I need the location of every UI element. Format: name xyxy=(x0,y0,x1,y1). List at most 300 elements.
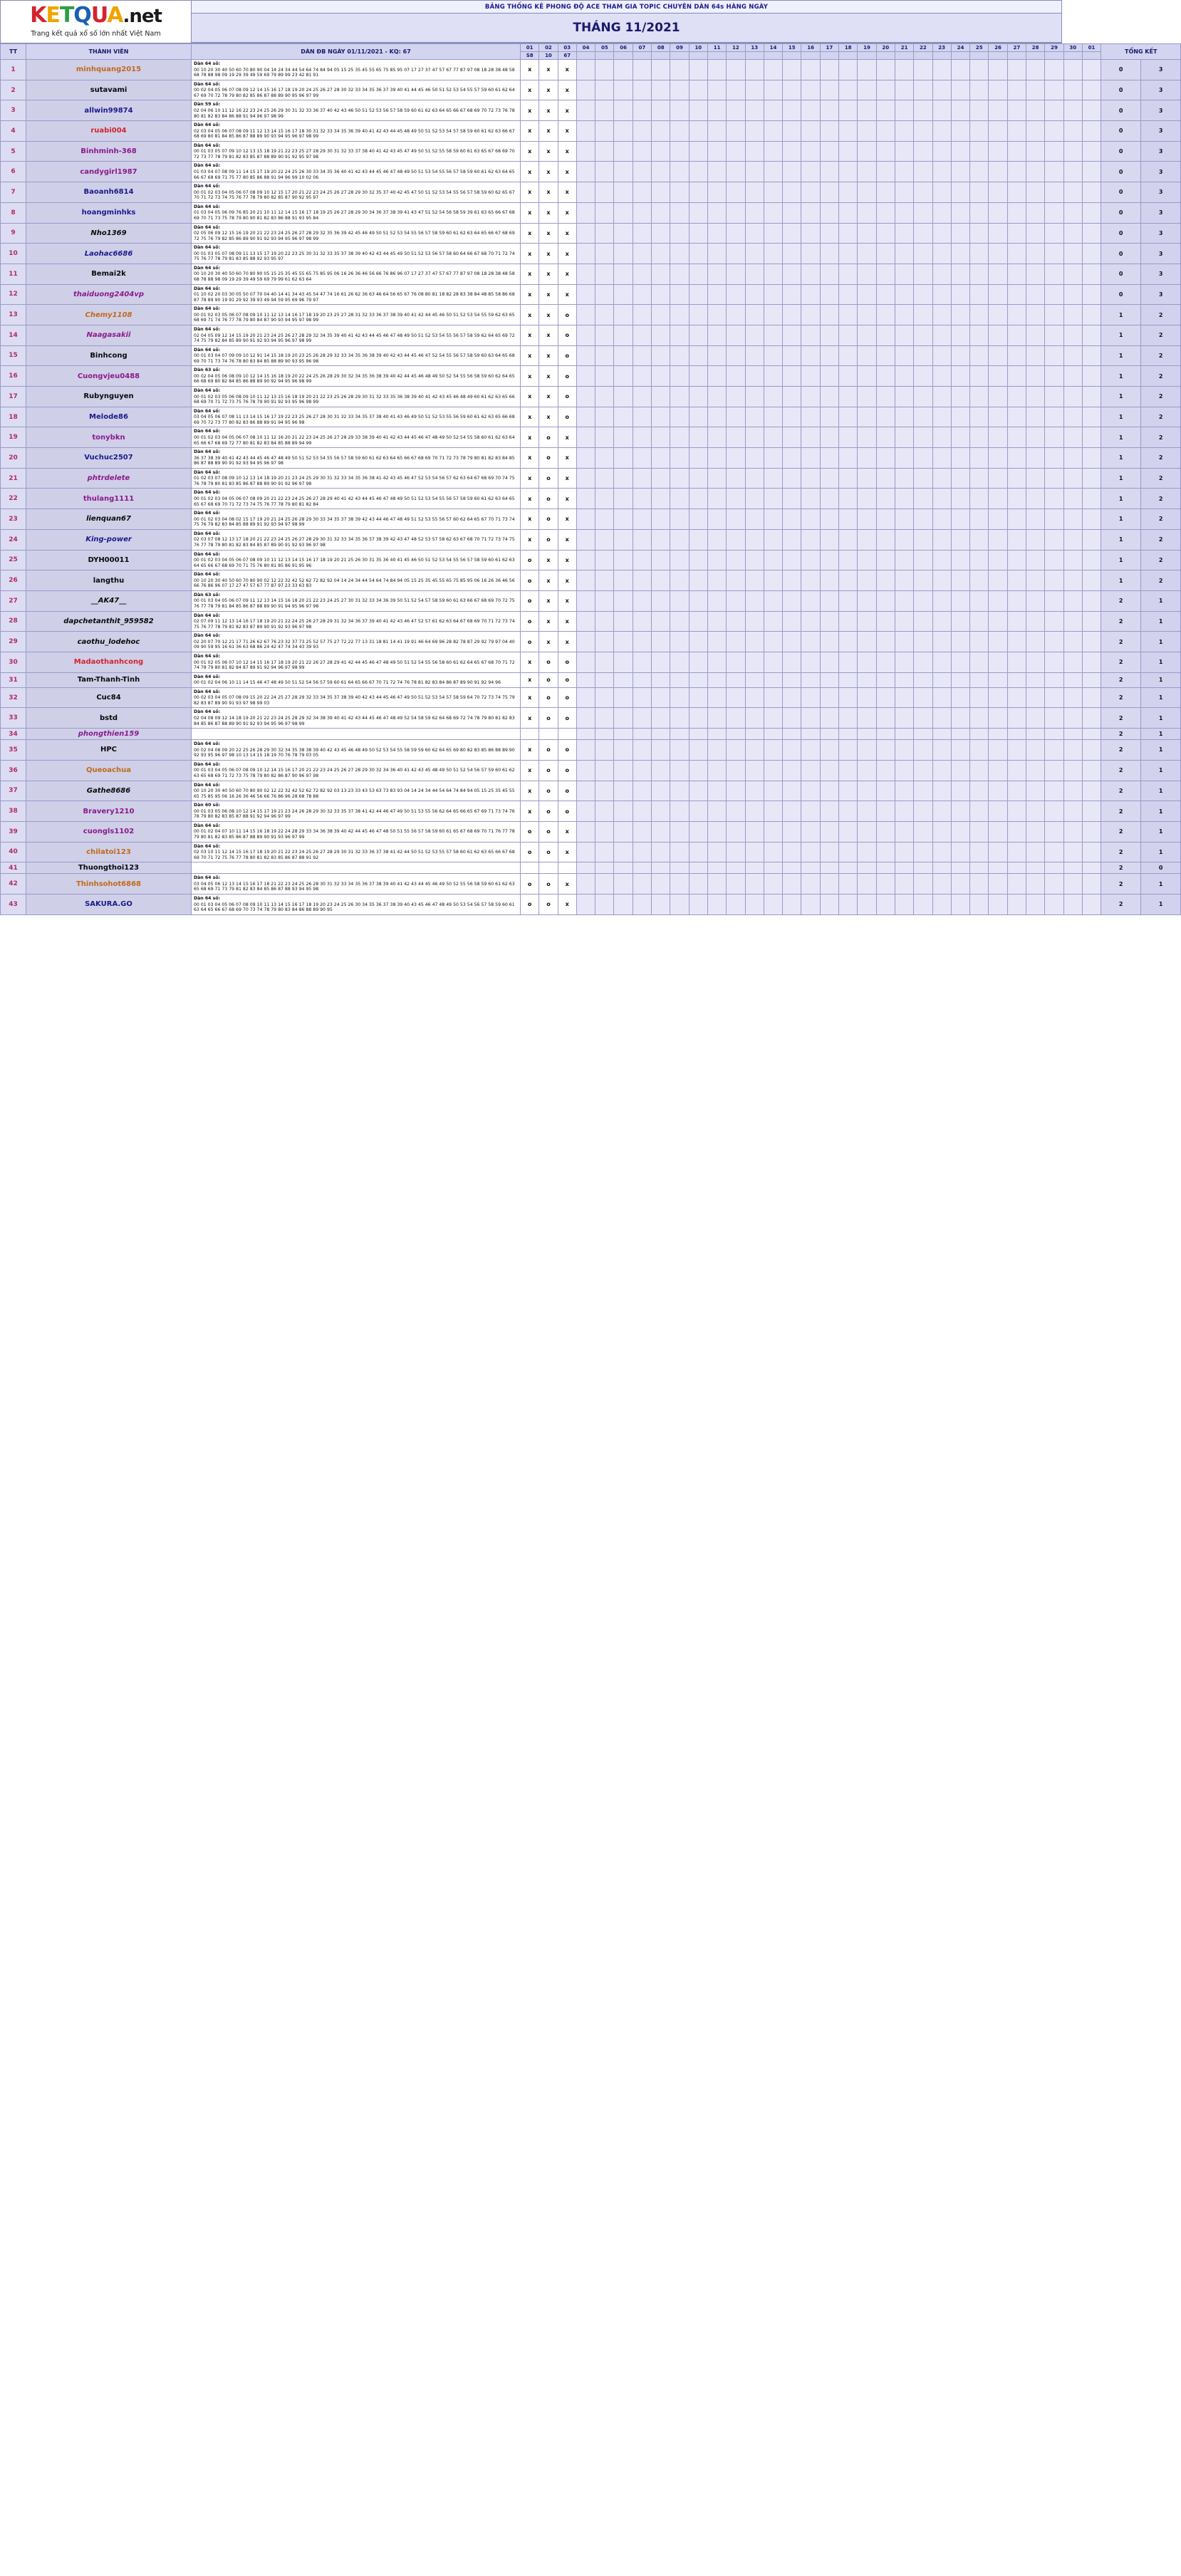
day-empty-cell[interactable] xyxy=(914,80,932,100)
day-empty-cell[interactable] xyxy=(876,427,895,448)
day-empty-cell[interactable] xyxy=(1063,80,1082,100)
day-result-cell[interactable]: x xyxy=(521,121,539,142)
day-empty-cell[interactable] xyxy=(858,862,876,874)
day-result-cell[interactable]: o xyxy=(539,448,558,469)
day-empty-cell[interactable] xyxy=(670,345,689,366)
day-empty-cell[interactable] xyxy=(689,821,707,842)
day-empty-cell[interactable] xyxy=(707,740,726,761)
day-empty-cell[interactable] xyxy=(951,509,969,530)
day-result-cell[interactable]: x xyxy=(521,740,539,761)
day-empty-cell[interactable] xyxy=(801,60,820,80)
day-empty-cell[interactable] xyxy=(764,264,782,284)
site-logo[interactable] xyxy=(1,1,192,43)
day-empty-cell[interactable] xyxy=(745,894,764,914)
day-empty-cell[interactable] xyxy=(727,550,745,570)
day-empty-cell[interactable] xyxy=(595,729,614,740)
day-empty-cell[interactable] xyxy=(670,760,689,781)
day-empty-cell[interactable] xyxy=(989,529,1007,550)
day-empty-cell[interactable] xyxy=(914,632,932,652)
day-empty-cell[interactable] xyxy=(670,801,689,822)
day-empty-cell[interactable] xyxy=(1045,427,1063,448)
day-empty-cell[interactable] xyxy=(670,223,689,244)
day-empty-cell[interactable] xyxy=(1063,223,1082,244)
day-empty-cell[interactable] xyxy=(858,894,876,914)
day-empty-cell[interactable] xyxy=(707,141,726,162)
day-empty-cell[interactable] xyxy=(1045,284,1063,305)
day-empty-cell[interactable] xyxy=(595,387,614,407)
day-empty-cell[interactable] xyxy=(951,141,969,162)
day-empty-cell[interactable] xyxy=(895,387,913,407)
day-empty-cell[interactable] xyxy=(707,874,726,895)
day-result-cell[interactable]: x xyxy=(558,284,576,305)
day-empty-cell[interactable] xyxy=(1045,448,1063,469)
day-empty-cell[interactable] xyxy=(970,590,989,611)
day-empty-cell[interactable] xyxy=(1026,632,1045,652)
day-empty-cell[interactable] xyxy=(1007,141,1026,162)
day-empty-cell[interactable] xyxy=(689,687,707,708)
day-empty-cell[interactable] xyxy=(951,489,969,509)
day-empty-cell[interactable] xyxy=(707,801,726,822)
day-empty-cell[interactable] xyxy=(727,448,745,469)
day-empty-cell[interactable] xyxy=(764,244,782,264)
day-empty-cell[interactable] xyxy=(764,874,782,895)
day-empty-cell[interactable] xyxy=(858,325,876,345)
day-empty-cell[interactable] xyxy=(764,284,782,305)
day-empty-cell[interactable] xyxy=(707,821,726,842)
day-empty-cell[interactable] xyxy=(989,760,1007,781)
day-empty-cell[interactable] xyxy=(783,387,801,407)
day-empty-cell[interactable] xyxy=(1082,141,1101,162)
day-empty-cell[interactable] xyxy=(820,687,838,708)
day-result-cell[interactable]: x xyxy=(539,284,558,305)
day-empty-cell[interactable] xyxy=(989,874,1007,895)
day-empty-cell[interactable] xyxy=(595,489,614,509)
day-empty-cell[interactable] xyxy=(783,366,801,387)
day-empty-cell[interactable] xyxy=(670,740,689,761)
day-empty-cell[interactable] xyxy=(1082,672,1101,687)
day-result-cell[interactable]: x xyxy=(521,284,539,305)
day-empty-cell[interactable] xyxy=(595,448,614,469)
day-empty-cell[interactable] xyxy=(989,781,1007,801)
day-empty-cell[interactable] xyxy=(895,244,913,264)
day-empty-cell[interactable] xyxy=(801,182,820,203)
day-empty-cell[interactable] xyxy=(1063,550,1082,570)
day-empty-cell[interactable] xyxy=(576,821,595,842)
day-empty-cell[interactable] xyxy=(727,407,745,427)
day-result-cell[interactable]: o xyxy=(558,345,576,366)
day-empty-cell[interactable] xyxy=(1007,223,1026,244)
day-empty-cell[interactable] xyxy=(764,821,782,842)
day-empty-cell[interactable] xyxy=(989,244,1007,264)
day-empty-cell[interactable] xyxy=(1082,60,1101,80)
day-empty-cell[interactable] xyxy=(1063,894,1082,914)
day-empty-cell[interactable] xyxy=(576,223,595,244)
day-empty-cell[interactable] xyxy=(576,80,595,100)
day-empty-cell[interactable] xyxy=(989,162,1007,182)
day-result-cell[interactable]: o xyxy=(558,652,576,672)
day-empty-cell[interactable] xyxy=(652,264,670,284)
day-empty-cell[interactable] xyxy=(858,264,876,284)
day-empty-cell[interactable] xyxy=(932,740,951,761)
day-empty-cell[interactable] xyxy=(689,862,707,874)
day-result-cell[interactable]: o xyxy=(558,687,576,708)
day-empty-cell[interactable] xyxy=(595,570,614,591)
day-empty-cell[interactable] xyxy=(839,611,858,632)
day-empty-cell[interactable] xyxy=(989,141,1007,162)
day-result-cell[interactable]: x xyxy=(558,894,576,914)
day-empty-cell[interactable] xyxy=(1045,345,1063,366)
day-empty-cell[interactable] xyxy=(652,652,670,672)
day-empty-cell[interactable] xyxy=(576,862,595,874)
day-empty-cell[interactable] xyxy=(839,489,858,509)
day-empty-cell[interactable] xyxy=(876,182,895,203)
day-empty-cell[interactable] xyxy=(670,529,689,550)
day-result-cell[interactable]: x xyxy=(558,162,576,182)
day-empty-cell[interactable] xyxy=(1026,781,1045,801)
day-empty-cell[interactable] xyxy=(932,550,951,570)
day-empty-cell[interactable] xyxy=(820,305,838,325)
day-empty-cell[interactable] xyxy=(576,244,595,264)
day-empty-cell[interactable] xyxy=(839,162,858,182)
day-empty-cell[interactable] xyxy=(876,100,895,121)
day-empty-cell[interactable] xyxy=(989,740,1007,761)
day-empty-cell[interactable] xyxy=(689,781,707,801)
day-empty-cell[interactable] xyxy=(783,894,801,914)
day-empty-cell[interactable] xyxy=(1007,80,1026,100)
day-empty-cell[interactable] xyxy=(689,80,707,100)
day-empty-cell[interactable] xyxy=(1026,570,1045,591)
day-empty-cell[interactable] xyxy=(895,529,913,550)
day-empty-cell[interactable] xyxy=(576,100,595,121)
day-empty-cell[interactable] xyxy=(1045,550,1063,570)
day-result-cell[interactable] xyxy=(558,729,576,740)
day-empty-cell[interactable] xyxy=(1082,652,1101,672)
day-empty-cell[interactable] xyxy=(1082,264,1101,284)
day-empty-cell[interactable] xyxy=(1063,366,1082,387)
day-empty-cell[interactable] xyxy=(801,729,820,740)
day-empty-cell[interactable] xyxy=(932,100,951,121)
member-name[interactable] xyxy=(26,687,192,708)
day-empty-cell[interactable] xyxy=(895,202,913,223)
day-empty-cell[interactable] xyxy=(633,550,651,570)
day-empty-cell[interactable] xyxy=(839,529,858,550)
day-empty-cell[interactable] xyxy=(707,345,726,366)
day-empty-cell[interactable] xyxy=(839,590,858,611)
day-empty-cell[interactable] xyxy=(970,244,989,264)
day-empty-cell[interactable] xyxy=(727,801,745,822)
day-empty-cell[interactable] xyxy=(839,427,858,448)
day-result-cell[interactable]: x xyxy=(558,141,576,162)
day-empty-cell[interactable] xyxy=(576,672,595,687)
day-empty-cell[interactable] xyxy=(1026,842,1045,862)
day-empty-cell[interactable] xyxy=(576,590,595,611)
day-empty-cell[interactable] xyxy=(932,590,951,611)
day-empty-cell[interactable] xyxy=(745,468,764,489)
day-empty-cell[interactable] xyxy=(652,202,670,223)
day-empty-cell[interactable] xyxy=(614,874,633,895)
day-empty-cell[interactable] xyxy=(783,345,801,366)
day-empty-cell[interactable] xyxy=(1063,121,1082,142)
day-empty-cell[interactable] xyxy=(652,590,670,611)
day-empty-cell[interactable] xyxy=(707,427,726,448)
day-empty-cell[interactable] xyxy=(576,182,595,203)
day-empty-cell[interactable] xyxy=(801,529,820,550)
day-empty-cell[interactable] xyxy=(876,141,895,162)
day-empty-cell[interactable] xyxy=(1026,801,1045,822)
day-empty-cell[interactable] xyxy=(951,387,969,407)
day-empty-cell[interactable] xyxy=(1026,729,1045,740)
day-empty-cell[interactable] xyxy=(652,862,670,874)
day-empty-cell[interactable] xyxy=(707,407,726,427)
day-empty-cell[interactable] xyxy=(1045,894,1063,914)
day-result-cell[interactable]: x xyxy=(521,223,539,244)
day-empty-cell[interactable] xyxy=(1045,590,1063,611)
day-empty-cell[interactable] xyxy=(1026,687,1045,708)
day-empty-cell[interactable] xyxy=(839,687,858,708)
day-empty-cell[interactable] xyxy=(783,80,801,100)
day-empty-cell[interactable] xyxy=(1082,821,1101,842)
day-empty-cell[interactable] xyxy=(1026,80,1045,100)
day-empty-cell[interactable] xyxy=(801,781,820,801)
day-empty-cell[interactable] xyxy=(914,821,932,842)
day-empty-cell[interactable] xyxy=(614,687,633,708)
day-empty-cell[interactable] xyxy=(1063,509,1082,530)
day-empty-cell[interactable] xyxy=(970,468,989,489)
day-empty-cell[interactable] xyxy=(633,590,651,611)
day-empty-cell[interactable] xyxy=(595,590,614,611)
day-empty-cell[interactable] xyxy=(820,100,838,121)
day-empty-cell[interactable] xyxy=(839,760,858,781)
day-empty-cell[interactable] xyxy=(989,708,1007,729)
day-result-cell[interactable]: o xyxy=(558,781,576,801)
day-empty-cell[interactable] xyxy=(876,801,895,822)
day-empty-cell[interactable] xyxy=(914,366,932,387)
day-empty-cell[interactable] xyxy=(745,529,764,550)
day-empty-cell[interactable] xyxy=(820,550,838,570)
day-empty-cell[interactable] xyxy=(1007,729,1026,740)
day-empty-cell[interactable] xyxy=(783,427,801,448)
day-empty-cell[interactable] xyxy=(951,182,969,203)
day-empty-cell[interactable] xyxy=(839,550,858,570)
day-empty-cell[interactable] xyxy=(914,708,932,729)
day-empty-cell[interactable] xyxy=(914,489,932,509)
day-result-cell[interactable]: x xyxy=(539,407,558,427)
day-result-cell[interactable]: x xyxy=(558,550,576,570)
day-empty-cell[interactable] xyxy=(1007,894,1026,914)
day-empty-cell[interactable] xyxy=(970,345,989,366)
member-name[interactable] xyxy=(26,489,192,509)
day-empty-cell[interactable] xyxy=(970,781,989,801)
day-empty-cell[interactable] xyxy=(1007,781,1026,801)
day-empty-cell[interactable] xyxy=(858,387,876,407)
day-empty-cell[interactable] xyxy=(951,407,969,427)
day-empty-cell[interactable] xyxy=(895,223,913,244)
day-empty-cell[interactable] xyxy=(745,162,764,182)
day-empty-cell[interactable] xyxy=(895,590,913,611)
member-name[interactable] xyxy=(26,760,192,781)
day-empty-cell[interactable] xyxy=(1007,740,1026,761)
day-result-cell[interactable]: x xyxy=(558,632,576,652)
day-empty-cell[interactable] xyxy=(1045,325,1063,345)
day-empty-cell[interactable] xyxy=(783,284,801,305)
day-empty-cell[interactable] xyxy=(801,550,820,570)
day-empty-cell[interactable] xyxy=(745,550,764,570)
day-empty-cell[interactable] xyxy=(914,407,932,427)
day-empty-cell[interactable] xyxy=(670,611,689,632)
day-empty-cell[interactable] xyxy=(895,672,913,687)
day-result-cell[interactable]: o xyxy=(521,550,539,570)
day-result-cell[interactable]: x xyxy=(558,182,576,203)
day-empty-cell[interactable] xyxy=(764,687,782,708)
day-empty-cell[interactable] xyxy=(614,862,633,874)
day-empty-cell[interactable] xyxy=(970,874,989,895)
day-empty-cell[interactable] xyxy=(1045,570,1063,591)
day-empty-cell[interactable] xyxy=(745,284,764,305)
day-empty-cell[interactable] xyxy=(652,407,670,427)
day-empty-cell[interactable] xyxy=(1063,162,1082,182)
day-result-cell[interactable]: x xyxy=(539,141,558,162)
day-empty-cell[interactable] xyxy=(914,387,932,407)
day-empty-cell[interactable] xyxy=(764,223,782,244)
day-empty-cell[interactable] xyxy=(801,80,820,100)
day-empty-cell[interactable] xyxy=(989,264,1007,284)
day-empty-cell[interactable] xyxy=(576,529,595,550)
day-result-cell[interactable]: o xyxy=(558,740,576,761)
day-empty-cell[interactable] xyxy=(633,80,651,100)
day-empty-cell[interactable] xyxy=(895,366,913,387)
day-empty-cell[interactable] xyxy=(970,529,989,550)
member-name[interactable] xyxy=(26,781,192,801)
day-empty-cell[interactable] xyxy=(689,570,707,591)
day-empty-cell[interactable] xyxy=(801,284,820,305)
day-result-cell[interactable]: o xyxy=(539,427,558,448)
day-result-cell[interactable]: x xyxy=(539,550,558,570)
day-empty-cell[interactable] xyxy=(614,80,633,100)
day-empty-cell[interactable] xyxy=(652,223,670,244)
day-empty-cell[interactable] xyxy=(745,121,764,142)
day-empty-cell[interactable] xyxy=(951,80,969,100)
day-result-cell[interactable] xyxy=(539,862,558,874)
day-empty-cell[interactable] xyxy=(1063,672,1082,687)
day-result-cell[interactable]: o xyxy=(521,590,539,611)
day-empty-cell[interactable] xyxy=(1063,407,1082,427)
day-empty-cell[interactable] xyxy=(895,894,913,914)
day-empty-cell[interactable] xyxy=(951,468,969,489)
day-result-cell[interactable] xyxy=(521,729,539,740)
day-empty-cell[interactable] xyxy=(595,821,614,842)
day-empty-cell[interactable] xyxy=(614,387,633,407)
day-result-cell[interactable]: o xyxy=(539,760,558,781)
day-empty-cell[interactable] xyxy=(745,60,764,80)
day-empty-cell[interactable] xyxy=(652,740,670,761)
day-empty-cell[interactable] xyxy=(633,223,651,244)
day-empty-cell[interactable] xyxy=(876,162,895,182)
day-empty-cell[interactable] xyxy=(707,729,726,740)
day-empty-cell[interactable] xyxy=(727,632,745,652)
day-empty-cell[interactable] xyxy=(801,407,820,427)
day-empty-cell[interactable] xyxy=(670,894,689,914)
day-empty-cell[interactable] xyxy=(1007,100,1026,121)
day-empty-cell[interactable] xyxy=(595,325,614,345)
day-empty-cell[interactable] xyxy=(689,264,707,284)
day-empty-cell[interactable] xyxy=(614,672,633,687)
day-empty-cell[interactable] xyxy=(820,345,838,366)
day-empty-cell[interactable] xyxy=(1063,632,1082,652)
day-result-cell[interactable]: o xyxy=(539,842,558,862)
day-empty-cell[interactable] xyxy=(576,121,595,142)
day-empty-cell[interactable] xyxy=(783,570,801,591)
day-empty-cell[interactable] xyxy=(689,182,707,203)
day-empty-cell[interactable] xyxy=(670,489,689,509)
day-empty-cell[interactable] xyxy=(876,781,895,801)
day-result-cell[interactable]: x xyxy=(521,80,539,100)
day-empty-cell[interactable] xyxy=(595,366,614,387)
day-empty-cell[interactable] xyxy=(970,427,989,448)
day-empty-cell[interactable] xyxy=(576,468,595,489)
day-empty-cell[interactable] xyxy=(932,121,951,142)
day-result-cell[interactable]: o xyxy=(558,325,576,345)
day-empty-cell[interactable] xyxy=(727,305,745,325)
day-result-cell[interactable]: x xyxy=(558,427,576,448)
day-empty-cell[interactable] xyxy=(707,590,726,611)
day-empty-cell[interactable] xyxy=(652,509,670,530)
day-empty-cell[interactable] xyxy=(1045,740,1063,761)
day-empty-cell[interactable] xyxy=(1026,448,1045,469)
day-empty-cell[interactable] xyxy=(1026,264,1045,284)
day-empty-cell[interactable] xyxy=(914,862,932,874)
day-empty-cell[interactable] xyxy=(764,345,782,366)
day-empty-cell[interactable] xyxy=(914,509,932,530)
day-result-cell[interactable]: x xyxy=(521,387,539,407)
day-empty-cell[interactable] xyxy=(858,550,876,570)
day-empty-cell[interactable] xyxy=(689,760,707,781)
day-empty-cell[interactable] xyxy=(1082,182,1101,203)
day-empty-cell[interactable] xyxy=(801,708,820,729)
day-empty-cell[interactable] xyxy=(745,325,764,345)
day-empty-cell[interactable] xyxy=(895,264,913,284)
day-empty-cell[interactable] xyxy=(595,264,614,284)
day-empty-cell[interactable] xyxy=(689,729,707,740)
day-empty-cell[interactable] xyxy=(932,801,951,822)
day-result-cell[interactable]: x xyxy=(558,468,576,489)
day-empty-cell[interactable] xyxy=(595,801,614,822)
day-empty-cell[interactable] xyxy=(1007,529,1026,550)
day-empty-cell[interactable] xyxy=(595,708,614,729)
day-empty-cell[interactable] xyxy=(764,894,782,914)
member-name[interactable] xyxy=(26,345,192,366)
day-empty-cell[interactable] xyxy=(764,708,782,729)
day-empty-cell[interactable] xyxy=(1007,874,1026,895)
day-empty-cell[interactable] xyxy=(839,80,858,100)
day-result-cell[interactable]: x xyxy=(539,223,558,244)
day-empty-cell[interactable] xyxy=(1082,468,1101,489)
day-empty-cell[interactable] xyxy=(801,264,820,284)
day-empty-cell[interactable] xyxy=(745,223,764,244)
day-empty-cell[interactable] xyxy=(895,80,913,100)
day-empty-cell[interactable] xyxy=(820,652,838,672)
day-empty-cell[interactable] xyxy=(932,529,951,550)
day-result-cell[interactable]: x xyxy=(521,182,539,203)
day-result-cell[interactable]: x xyxy=(558,489,576,509)
day-empty-cell[interactable] xyxy=(595,202,614,223)
day-empty-cell[interactable] xyxy=(820,60,838,80)
day-empty-cell[interactable] xyxy=(745,687,764,708)
day-empty-cell[interactable] xyxy=(1007,468,1026,489)
day-empty-cell[interactable] xyxy=(689,652,707,672)
day-empty-cell[interactable] xyxy=(652,366,670,387)
day-result-cell[interactable]: o xyxy=(558,387,576,407)
day-empty-cell[interactable] xyxy=(914,590,932,611)
